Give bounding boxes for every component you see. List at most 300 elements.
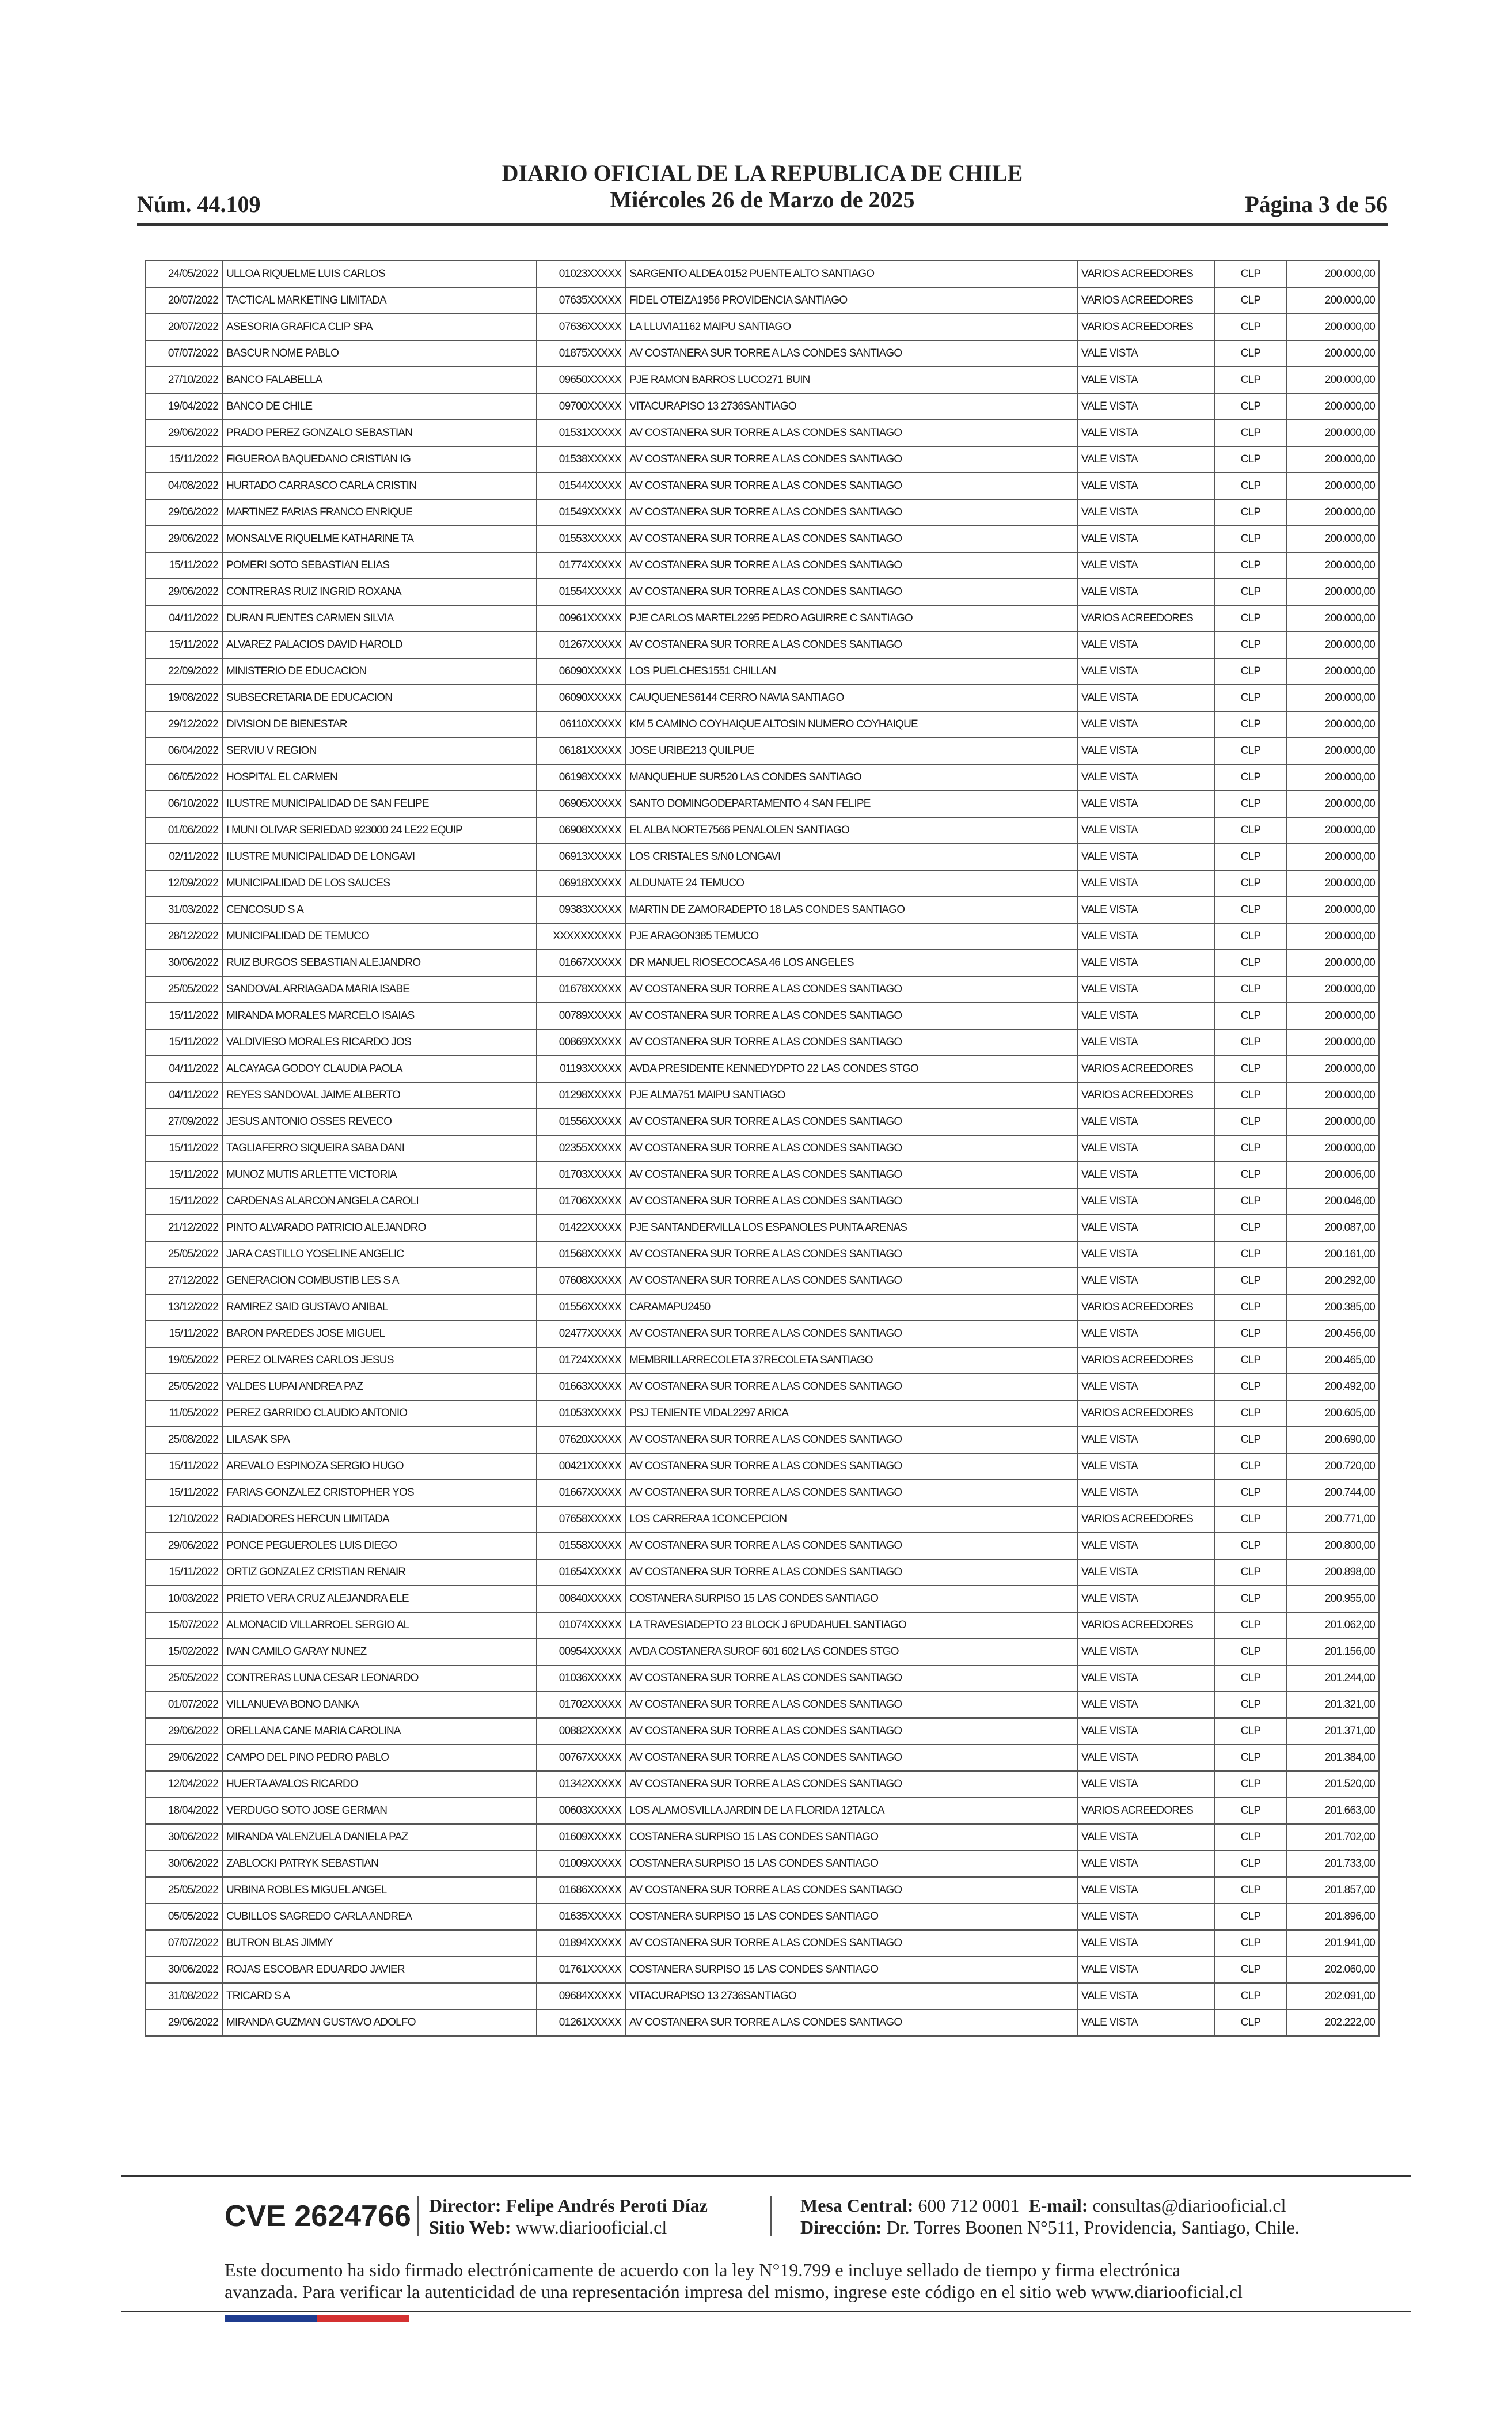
web-link[interactable]: www.diariooficial.cl [515,2217,667,2238]
cell-document-type: VARIOS ACREEDORES [1077,1612,1214,1639]
cell-amount: 200.006,00 [1287,1162,1379,1188]
cell-address: AV COSTANERA SUR TORRE A LAS CONDES SANTIAGO [625,1162,1077,1188]
cell-currency: CLP [1214,791,1287,817]
cell-amount: 200.000,00 [1287,1082,1379,1109]
cell-name: BANCO DE CHILE [222,393,537,420]
table-row [146,1506,1379,1533]
table-row [146,1056,1379,1082]
cell-document-type: VALE VISTA [1077,1851,1214,1877]
cell-document-type: VALE VISTA [1077,1162,1214,1188]
table-row [146,976,1379,1003]
cell-date: 15/11/2022 [146,1188,222,1215]
cell-document-type: VALE VISTA [1077,738,1214,764]
cell-document-type: VALE VISTA [1077,2009,1214,2036]
cell-date: 06/05/2022 [146,764,222,791]
cell-document-type: VARIOS ACREEDORES [1077,1400,1214,1427]
cell-name: PINTO ALVARADO PATRICIO ALEJANDRO [222,1215,537,1241]
table-row [146,1453,1379,1480]
cell-currency: CLP [1214,1745,1287,1771]
cell-currency: CLP [1214,1241,1287,1268]
cell-rut: 01667XXXXX [537,950,625,976]
web-label: Sitio Web: [429,2217,511,2238]
cell-date: 13/12/2022 [146,1294,222,1321]
cell-rut: 01654XXXXX [537,1559,625,1586]
cell-rut: 01774XXXXX [537,552,625,579]
footer-separator [417,2196,419,2236]
cell-currency: CLP [1214,1983,1287,2009]
table-row [146,685,1379,711]
cell-document-type: VARIOS ACREEDORES [1077,1347,1214,1374]
cell-name: MINISTERIO DE EDUCACION [222,658,537,685]
cell-address: AV COSTANERA SUR TORRE A LAS CONDES SANTIAGO [625,1453,1077,1480]
cell-document-type: VARIOS ACREEDORES [1077,1082,1214,1109]
cell-address: AV COSTANERA SUR TORRE A LAS CONDES SANTIAGO [625,526,1077,552]
cell-document-type: VALE VISTA [1077,1771,1214,1798]
cell-date: 15/11/2022 [146,1480,222,1506]
cell-name: BUTRON BLAS JIMMY [222,1930,537,1957]
cell-address: AV COSTANERA SUR TORRE A LAS CONDES SANTIAGO [625,1718,1077,1745]
cell-address: ALDUNATE 24 TEMUCO [625,870,1077,897]
table-row [146,1745,1379,1771]
table-row [146,658,1379,685]
cell-address: AV COSTANERA SUR TORRE A LAS CONDES SANTIAGO [625,1480,1077,1506]
cell-date: 27/10/2022 [146,367,222,393]
cell-address: AVDA PRESIDENTE KENNEDYDPTO 22 LAS CONDES STGO [625,1056,1077,1082]
cell-rut: 07608XXXXX [537,1268,625,1294]
cell-address: KM 5 CAMINO COYHAIQUE ALTOSIN NUMERO COYHAIQUE [625,711,1077,738]
table-row [146,764,1379,791]
cell-document-type: VALE VISTA [1077,1135,1214,1162]
cell-name: CONTRERAS LUNA CESAR LEONARDO [222,1665,537,1692]
cell-amount: 200.087,00 [1287,1215,1379,1241]
cell-rut: 01706XXXXX [537,1188,625,1215]
cell-address: AV COSTANERA SUR TORRE A LAS CONDES SANTIAGO [625,1268,1077,1294]
cell-date: 02/11/2022 [146,844,222,870]
cell-currency: CLP [1214,1904,1287,1930]
footer-director-block [429,2194,708,2238]
cell-address: AV COSTANERA SUR TORRE A LAS CONDES SANTIAGO [625,1003,1077,1029]
cell-date: 15/11/2022 [146,1453,222,1480]
cell-currency: CLP [1214,764,1287,791]
cell-currency: CLP [1214,1294,1287,1321]
cell-date: 15/11/2022 [146,1321,222,1347]
cell-rut: 01724XXXXX [537,1347,625,1374]
cell-date: 12/10/2022 [146,1506,222,1533]
cell-address: AV COSTANERA SUR TORRE A LAS CONDES SANTIAGO [625,1877,1077,1904]
cell-document-type: VALE VISTA [1077,1533,1214,1559]
cell-currency: CLP [1214,1559,1287,1586]
cell-currency: CLP [1214,923,1287,950]
cell-name: MARTINEZ FARIAS FRANCO ENRIQUE [222,499,537,526]
cell-date: 25/05/2022 [146,1241,222,1268]
cell-name: CONTRERAS RUIZ INGRID ROXANA [222,579,537,605]
cell-name: ALMONACID VILLARROEL SERGIO AL [222,1612,537,1639]
cell-document-type: VALE VISTA [1077,1718,1214,1745]
cell-date: 25/08/2022 [146,1427,222,1453]
table-row [146,1294,1379,1321]
cell-name: FARIAS GONZALEZ CRISTOPHER YOS [222,1480,537,1506]
cell-date: 06/10/2022 [146,791,222,817]
cell-currency: CLP [1214,817,1287,844]
cell-date: 25/05/2022 [146,976,222,1003]
table-row [146,1798,1379,1824]
cell-currency: CLP [1214,367,1287,393]
cell-rut: 01554XXXXX [537,579,625,605]
cell-currency: CLP [1214,473,1287,499]
cell-address: AV COSTANERA SUR TORRE A LAS CONDES SANTIAGO [625,1374,1077,1400]
cell-rut: 01568XXXXX [537,1241,625,1268]
cell-rut: 09650XXXXX [537,367,625,393]
cell-date: 18/04/2022 [146,1798,222,1824]
cell-rut: 01761XXXXX [537,1957,625,1983]
cell-currency: CLP [1214,844,1287,870]
cell-address: PJE CARLOS MARTEL2295 PEDRO AGUIRRE C SANTIAGO [625,605,1077,632]
cell-document-type: VALE VISTA [1077,685,1214,711]
cell-date: 15/11/2022 [146,1162,222,1188]
cell-date: 29/06/2022 [146,1533,222,1559]
cell-name: SUBSECRETARIA DE EDUCACION [222,685,537,711]
cell-name: HOSPITAL EL CARMEN [222,764,537,791]
cell-date: 05/05/2022 [146,1904,222,1930]
cell-address: FIDEL OTEIZA1956 PROVIDENCIA SANTIAGO [625,287,1077,314]
cell-date: 19/05/2022 [146,1347,222,1374]
table-row [146,287,1379,314]
cell-address: JOSE URIBE213 QUILPUE [625,738,1077,764]
cell-address: COSTANERA SURPISO 15 LAS CONDES SANTIAGO [625,1904,1077,1930]
cell-rut: 01703XXXXX [537,1162,625,1188]
cell-address: AV COSTANERA SUR TORRE A LAS CONDES SANTIAGO [625,340,1077,367]
cell-address: LOS PUELCHES1551 CHILLAN [625,658,1077,685]
cell-date: 29/06/2022 [146,1745,222,1771]
cell-amount: 200.000,00 [1287,552,1379,579]
cell-amount: 200.000,00 [1287,1135,1379,1162]
cell-name: MIRANDA GUZMAN GUSTAVO ADOLFO [222,2009,537,2036]
cell-name: LILASAK SPA [222,1427,537,1453]
table-row [146,1188,1379,1215]
cell-amount: 201.371,00 [1287,1718,1379,1745]
cell-address: AV COSTANERA SUR TORRE A LAS CONDES SANTIAGO [625,1109,1077,1135]
cell-name: ORELLANA CANE MARIA CAROLINA [222,1718,537,1745]
cell-date: 11/05/2022 [146,1400,222,1427]
footer-contact-block [800,2194,1300,2238]
cell-date: 04/11/2022 [146,605,222,632]
cell-address: LA LLUVIA1162 MAIPU SANTIAGO [625,314,1077,340]
cell-document-type: VALE VISTA [1077,976,1214,1003]
cell-document-type: VALE VISTA [1077,420,1214,446]
cell-rut: 09684XXXXX [537,1983,625,2009]
cell-rut: 01193XXXXX [537,1056,625,1082]
table-row [146,1162,1379,1188]
cell-date: 07/07/2022 [146,1930,222,1957]
cell-address: LOS CRISTALES S/N0 LONGAVI [625,844,1077,870]
cell-date: 06/04/2022 [146,738,222,764]
cell-date: 27/12/2022 [146,1268,222,1294]
cell-document-type: VALE VISTA [1077,1109,1214,1135]
publication-name: DIARIO OFICIAL DE LA REPUBLICA DE CHILE [502,160,1023,186]
cell-amount: 200.000,00 [1287,791,1379,817]
table-row [146,1930,1379,1957]
mesa-label: Mesa Central: [800,2195,914,2216]
cell-currency: CLP [1214,1374,1287,1400]
cell-rut: 01531XXXXX [537,420,625,446]
cell-currency: CLP [1214,1427,1287,1453]
cell-currency: CLP [1214,579,1287,605]
cell-rut: 01074XXXXX [537,1612,625,1639]
footer-separator [770,2196,772,2236]
table-row [146,1321,1379,1347]
footer-bottom-divider [121,2311,1411,2312]
cell-address: AV COSTANERA SUR TORRE A LAS CONDES SANTIAGO [625,446,1077,473]
cell-rut: 06181XXXXX [537,738,625,764]
cell-name: ILUSTRE MUNICIPALIDAD DE SAN FELIPE [222,791,537,817]
cell-document-type: VALE VISTA [1077,552,1214,579]
table-row [146,923,1379,950]
cell-document-type: VALE VISTA [1077,1639,1214,1665]
cell-amount: 200.000,00 [1287,817,1379,844]
flag-stripe-blue [225,2315,317,2322]
cell-address: AV COSTANERA SUR TORRE A LAS CONDES SANTIAGO [625,632,1077,658]
table-row [146,1904,1379,1930]
cell-date: 29/06/2022 [146,420,222,446]
cell-amount: 200.000,00 [1287,314,1379,340]
cell-currency: CLP [1214,632,1287,658]
table-row [146,261,1379,287]
cell-rut: 01635XXXXX [537,1904,625,1930]
cell-name: CAMPO DEL PINO PEDRO PABLO [222,1745,537,1771]
cell-address: CARAMAPU2450 [625,1294,1077,1321]
cell-currency: CLP [1214,1612,1287,1639]
cell-rut: 01036XXXXX [537,1665,625,1692]
cell-amount: 201.733,00 [1287,1851,1379,1877]
table-row [146,1851,1379,1877]
cell-document-type: VALE VISTA [1077,844,1214,870]
cell-rut: 01538XXXXX [537,446,625,473]
cell-document-type: VARIOS ACREEDORES [1077,1506,1214,1533]
cell-name: ALCAYAGA GODOY CLAUDIA PAOLA [222,1056,537,1082]
cell-name: MUNOZ MUTIS ARLETTE VICTORIA [222,1162,537,1188]
cell-address: AV COSTANERA SUR TORRE A LAS CONDES SANTIAGO [625,1533,1077,1559]
legal-line: avanzada. Para verificar la autenticidad de una representación impresa del mismo, ingrese este código en el sitio web www.diariooficial.cl [225,2281,1243,2302]
cell-date: 30/06/2022 [146,1957,222,1983]
cell-currency: CLP [1214,1586,1287,1612]
cell-date: 29/06/2022 [146,579,222,605]
cell-rut: 07620XXXXX [537,1427,625,1453]
cell-name: ZABLOCKI PATRYK SEBASTIAN [222,1851,537,1877]
cell-currency: CLP [1214,976,1287,1003]
cell-date: 15/02/2022 [146,1639,222,1665]
cell-address: PJE RAMON BARROS LUCO271 BUIN [625,367,1077,393]
cell-name: JARA CASTILLO YOSELINE ANGELIC [222,1241,537,1268]
cell-name: GENERACION COMBUSTIB LES S A [222,1268,537,1294]
cell-date: 07/07/2022 [146,340,222,367]
cell-amount: 201.857,00 [1287,1877,1379,1904]
cell-address: AV COSTANERA SUR TORRE A LAS CONDES SANTIAGO [625,1188,1077,1215]
table-row [146,1612,1379,1639]
cell-amount: 200.000,00 [1287,711,1379,738]
cell-document-type: VALE VISTA [1077,1188,1214,1215]
cell-name: PONCE PEGUEROLES LUIS DIEGO [222,1533,537,1559]
cell-currency: CLP [1214,1321,1287,1347]
cell-document-type: VALE VISTA [1077,1268,1214,1294]
cell-date: 20/07/2022 [146,314,222,340]
cell-date: 25/05/2022 [146,1374,222,1400]
cell-date: 29/06/2022 [146,499,222,526]
cell-document-type: VALE VISTA [1077,340,1214,367]
cell-document-type: VALE VISTA [1077,1241,1214,1268]
cell-document-type: VALE VISTA [1077,950,1214,976]
cell-document-type: VARIOS ACREEDORES [1077,314,1214,340]
cell-currency: CLP [1214,1506,1287,1533]
cell-date: 04/11/2022 [146,1082,222,1109]
cell-rut: 06090XXXXX [537,685,625,711]
cell-amount: 200.000,00 [1287,1109,1379,1135]
cell-name: AREVALO ESPINOZA SERGIO HUGO [222,1453,537,1480]
cell-name: PRIETO VERA CRUZ ALEJANDRA ELE [222,1586,537,1612]
cell-address: AVDA COSTANERA SUROF 601 602 LAS CONDES STGO [625,1639,1077,1665]
cell-rut: 00882XXXXX [537,1718,625,1745]
table-row [146,393,1379,420]
cell-name: ULLOA RIQUELME LUIS CARLOS [222,261,537,287]
cell-amount: 200.292,00 [1287,1268,1379,1294]
cell-currency: CLP [1214,1188,1287,1215]
cell-address: MARTIN DE ZAMORADEPTO 18 LAS CONDES SANTIAGO [625,897,1077,923]
cell-date: 15/11/2022 [146,1003,222,1029]
cell-rut: 01298XXXXX [537,1082,625,1109]
cell-amount: 200.000,00 [1287,261,1379,287]
cell-name: BANCO FALABELLA [222,367,537,393]
cell-rut: 01422XXXXX [537,1215,625,1241]
table-row [146,526,1379,552]
cell-currency: CLP [1214,446,1287,473]
email-link[interactable]: consultas@diariooficial.cl [1092,2195,1286,2216]
cell-address: COSTANERA SURPISO 15 LAS CONDES SANTIAGO [625,1824,1077,1851]
cell-date: 15/11/2022 [146,552,222,579]
table-row [146,499,1379,526]
cell-address: PJE ARAGON385 TEMUCO [625,923,1077,950]
cell-amount: 200.000,00 [1287,685,1379,711]
cell-amount: 201.156,00 [1287,1639,1379,1665]
cell-name: BASCUR NOME PABLO [222,340,537,367]
cell-name: DURAN FUENTES CARMEN SILVIA [222,605,537,632]
cell-name: HURTADO CARRASCO CARLA CRISTIN [222,473,537,499]
table-row [146,1718,1379,1745]
cell-name: ROJAS ESCOBAR EDUARDO JAVIER [222,1957,537,1983]
cell-name: TRICARD S A [222,1983,537,2009]
cell-name: PRADO PEREZ GONZALO SEBASTIAN [222,420,537,446]
cell-address: AV COSTANERA SUR TORRE A LAS CONDES SANTIAGO [625,1135,1077,1162]
cell-document-type: VALE VISTA [1077,393,1214,420]
cell-name: IVAN CAMILO GARAY NUNEZ [222,1639,537,1665]
cell-rut: 06198XXXXX [537,764,625,791]
table-row [146,870,1379,897]
cell-address: MEMBRILLARRECOLETA 37RECOLETA SANTIAGO [625,1347,1077,1374]
cell-date: 31/03/2022 [146,897,222,923]
cell-currency: CLP [1214,1082,1287,1109]
cell-rut: 01663XXXXX [537,1374,625,1400]
cell-address: MANQUEHUE SUR520 LAS CONDES SANTIAGO [625,764,1077,791]
cell-document-type: VALE VISTA [1077,1983,1214,2009]
cell-amount: 201.941,00 [1287,1930,1379,1957]
table-row [146,1029,1379,1056]
cell-currency: CLP [1214,1957,1287,1983]
cell-document-type: VARIOS ACREEDORES [1077,1294,1214,1321]
cell-name: PEREZ OLIVARES CARLOS JESUS [222,1347,537,1374]
cell-document-type: VARIOS ACREEDORES [1077,1056,1214,1082]
cve-code: CVE 2624766 [225,2200,411,2233]
cell-name: PEREZ GARRIDO CLAUDIO ANTONIO [222,1400,537,1427]
cell-amount: 200.605,00 [1287,1400,1379,1427]
cell-address: LOS ALAMOSVILLA JARDIN DE LA FLORIDA 12TALCA [625,1798,1077,1824]
cell-date: 19/04/2022 [146,393,222,420]
cell-amount: 200.771,00 [1287,1506,1379,1533]
cell-currency: CLP [1214,658,1287,685]
cell-date: 25/05/2022 [146,1877,222,1904]
cell-currency: CLP [1214,1639,1287,1665]
cell-amount: 201.321,00 [1287,1692,1379,1718]
director-name: Felipe Andrés Peroti Díaz [506,2195,708,2216]
cell-amount: 200.000,00 [1287,1056,1379,1082]
table-row [146,1983,1379,2009]
cell-address: AV COSTANERA SUR TORRE A LAS CONDES SANTIAGO [625,1692,1077,1718]
cell-name: VALDES LUPAI ANDREA PAZ [222,1374,537,1400]
cell-currency: CLP [1214,314,1287,340]
cell-rut: 01702XXXXX [537,1692,625,1718]
cell-date: 12/09/2022 [146,870,222,897]
cell-name: VALDIVIESO MORALES RICARDO JOS [222,1029,537,1056]
cell-name: SERVIU V REGION [222,738,537,764]
cell-amount: 200.456,00 [1287,1321,1379,1347]
cell-currency: CLP [1214,605,1287,632]
cell-currency: CLP [1214,950,1287,976]
cell-currency: CLP [1214,1718,1287,1745]
cell-address: COSTANERA SURPISO 15 LAS CONDES SANTIAGO [625,1586,1077,1612]
cell-amount: 200.000,00 [1287,446,1379,473]
cell-document-type: VALE VISTA [1077,1586,1214,1612]
cell-address: AV COSTANERA SUR TORRE A LAS CONDES SANTIAGO [625,1930,1077,1957]
cell-name: VERDUGO SOTO JOSE GERMAN [222,1798,537,1824]
cell-amount: 200.385,00 [1287,1294,1379,1321]
cell-rut: 07635XXXXX [537,287,625,314]
cell-name: RAMIREZ SAID GUSTAVO ANIBAL [222,1294,537,1321]
cell-rut: 00869XXXXX [537,1029,625,1056]
cell-amount: 200.000,00 [1287,738,1379,764]
table-row [146,1639,1379,1665]
cell-rut: 00603XXXXX [537,1798,625,1824]
cell-date: 29/06/2022 [146,526,222,552]
cell-currency: CLP [1214,1692,1287,1718]
table-row [146,1215,1379,1241]
cell-amount: 200.744,00 [1287,1480,1379,1506]
cell-address: COSTANERA SURPISO 15 LAS CONDES SANTIAGO [625,1957,1077,1983]
cell-address: AV COSTANERA SUR TORRE A LAS CONDES SANTIAGO [625,552,1077,579]
cell-rut: 09700XXXXX [537,393,625,420]
table-row [146,817,1379,844]
cell-date: 25/05/2022 [146,1665,222,1692]
cell-address: AV COSTANERA SUR TORRE A LAS CONDES SANTIAGO [625,1745,1077,1771]
table-row [146,1877,1379,1904]
cell-address: DR MANUEL RIOSECOCASA 46 LOS ANGELES [625,950,1077,976]
cell-currency: CLP [1214,1480,1287,1506]
cell-currency: CLP [1214,1453,1287,1480]
cell-amount: 200.000,00 [1287,764,1379,791]
cell-document-type: VALE VISTA [1077,711,1214,738]
cell-amount: 200.000,00 [1287,632,1379,658]
cell-date: 30/06/2022 [146,1851,222,1877]
table-row [146,314,1379,340]
cell-currency: CLP [1214,420,1287,446]
cell-amount: 200.800,00 [1287,1533,1379,1559]
cell-name: I MUNI OLIVAR SERIEDAD 923000 24 LE22 EQUIP [222,817,537,844]
